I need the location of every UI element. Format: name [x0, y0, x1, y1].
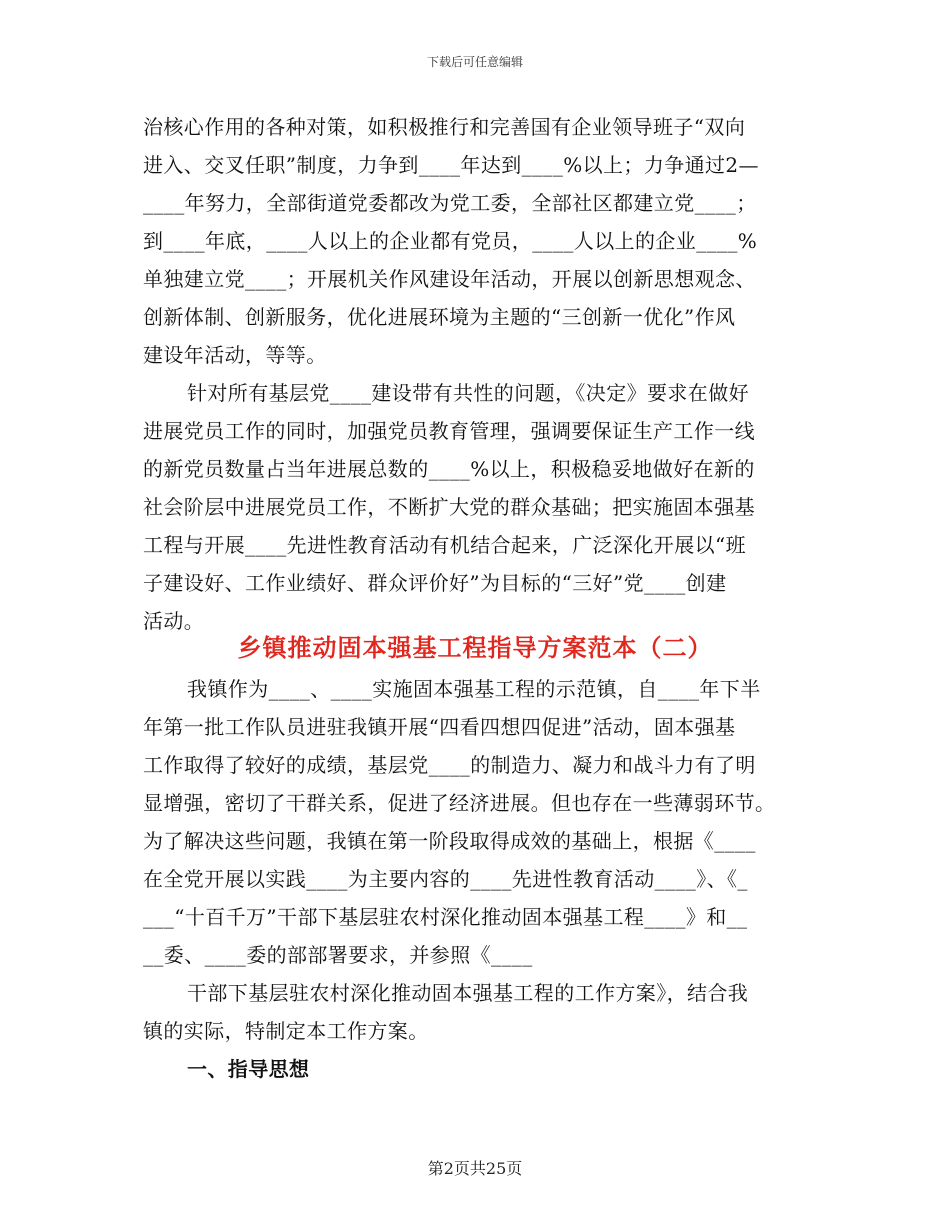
text-line: 镇的实际，特制定本工作方案。 — [143, 1019, 429, 1043]
text-line: 活动。 — [143, 609, 205, 633]
section-heading: 一、指导思想 — [187, 1057, 310, 1081]
text-line: ____年努力，全部街道党委都改为党工委，全部社区都建立党____； — [143, 191, 757, 215]
page-header: 下载后可任意编辑 — [426, 55, 523, 69]
body-text-section-2 — [143, 670, 807, 1088]
text-line: ___“十百千万”干部下基层驻农村深化推动固本强基工程____》和__ — [143, 905, 748, 929]
text-line: 在全党开展以实践____为主要内容的____先进性教育活动____》、《_ — [143, 867, 748, 891]
paragraph-4 — [143, 974, 807, 1050]
text-line: 工程与开展____先进性教育活动有机结合起来，广泛深化开展以“班 — [143, 533, 747, 557]
text-line: 子建设好、工作业绩好、群众评价好”为目标的“三好”党____创建 — [143, 571, 727, 595]
text-line: 工作取得了较好的成绩，基层党____的制造力、凝力和战斗力有了明 — [143, 753, 756, 777]
text-line: 到____年底，____人以上的企业都有党员，____人以上的企业____% — [143, 229, 758, 253]
text-line: 进展党员工作的同时，加强党员教育管理，强调要保证生产工作一线 — [143, 419, 755, 443]
paragraph-2 — [143, 374, 807, 640]
text-line: 为了解决这些问题，我镇在第一阶段取得成效的基础上，根据《____ — [143, 829, 756, 853]
text-line: 显增强，密切了干群关系，促进了经济进展。但也存在一些薄弱环节。 — [143, 791, 776, 815]
paragraph-1 — [143, 108, 807, 374]
text-line: 创新体制、创新服务，优化进展环境为主题的“三创新一优化”作风 — [143, 305, 736, 329]
paragraph-3 — [143, 670, 807, 974]
text-line: 年第一批工作队员进驻我镇开展“四看四想四促进”活动，固本强基 — [143, 715, 736, 739]
text-line: 我镇作为____、____实施固本强基工程的示范镇，自____年下半 — [187, 677, 761, 701]
text-line: 单独建立党____；开展机关作风建设年活动，开展以创新思想观念、 — [143, 267, 756, 291]
text-line: 社会阶层中进展党员工作，不断扩大党的群众基础；把实施固本强基 — [143, 495, 755, 519]
page-number: 第2页共25页 — [427, 1159, 523, 1178]
text-line: 干部下基层驻农村深化推动固本强基工程的工作方案》，结合我 — [187, 981, 749, 1005]
body-text-section-1 — [143, 108, 807, 640]
text-line: 的新党员数量占当年进展总数的____%以上，积极稳妥地做好在新的 — [143, 457, 755, 481]
text-line: 建设年活动，等等。 — [143, 343, 327, 367]
document-title: 乡镇推动固本强基工程指导方案范本（二） — [237, 634, 713, 662]
text-line: 进入、交叉任职”制度，力争到____年达到____%以上；力争通过2— — [143, 153, 759, 177]
text-line: __委、____委的部部署要求，并参照《____ — [143, 943, 533, 967]
text-line: 治核心作用的各种对策，如积极推行和完善国有企业领导班子“双向 — [143, 115, 746, 139]
text-line: 针对所有基层党____建设带有共性的问题，《决定》要求在做好 — [187, 381, 749, 405]
